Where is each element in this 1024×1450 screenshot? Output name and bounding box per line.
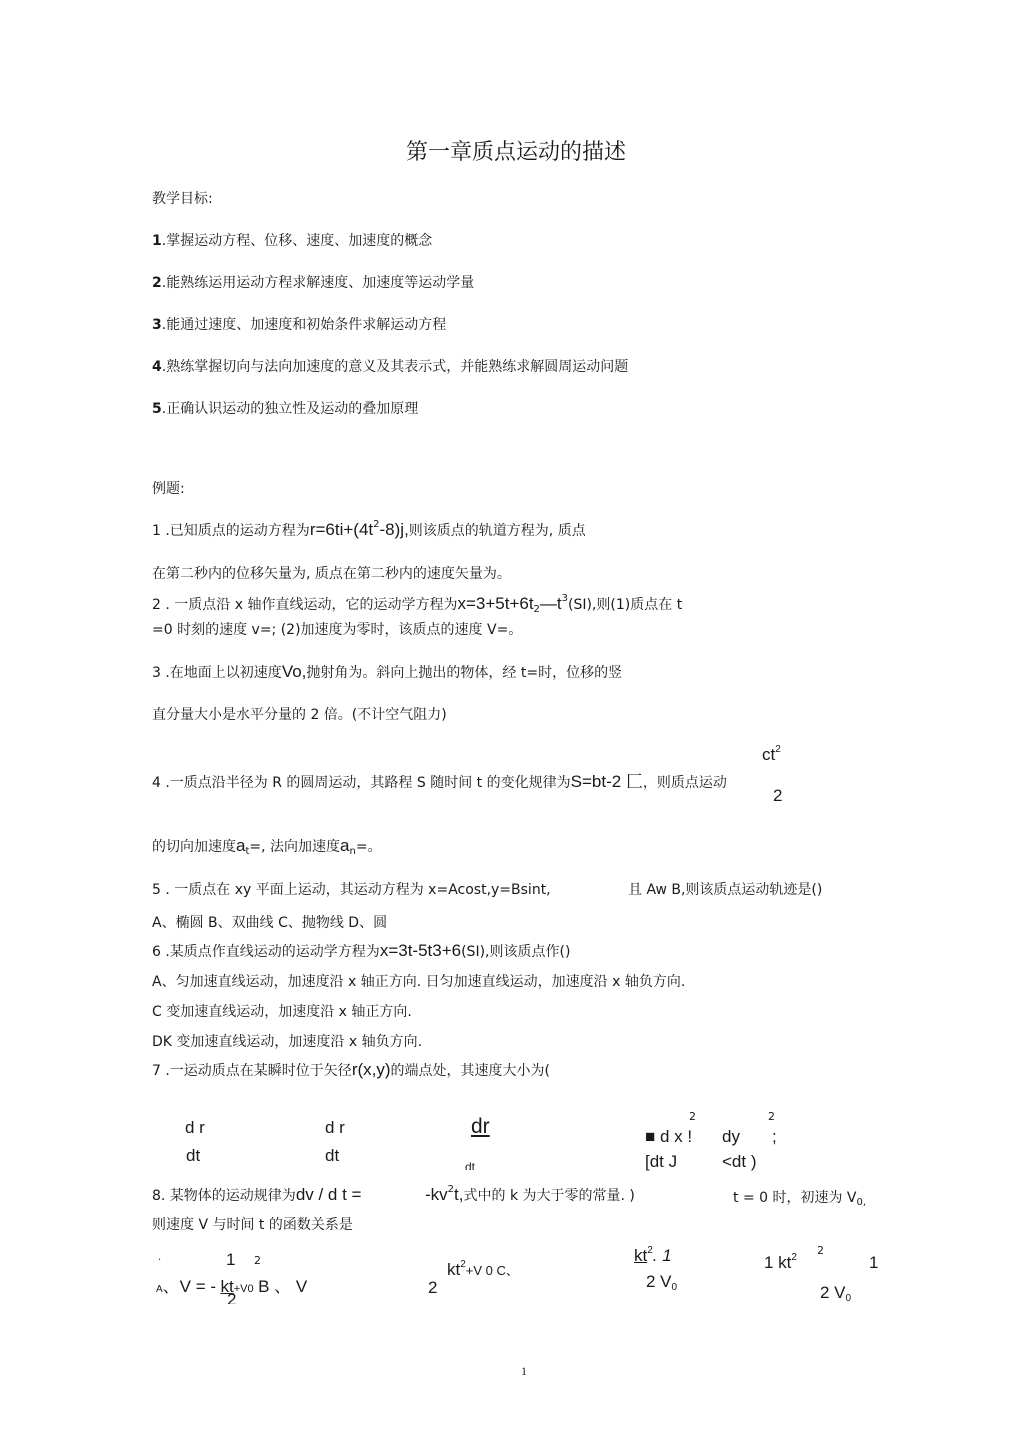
option-4-line-2b: <dt ) (722, 1152, 757, 1171)
option-4-line-2a: [dt J (645, 1152, 678, 1171)
option-3-numerator: dr (471, 1115, 490, 1138)
option-b: $kt^2+V$ 0 C、 (447, 1259, 519, 1279)
option-a: A、V = - kt+V0 B 、 V (156, 1277, 308, 1296)
question-2: 2 . 一质点沿 x 轴作直线运动，它的运动学方程为$x=3+5t+6t_2—t^3(SI)$,则(1)质点在 t (152, 593, 683, 615)
page-title: 第一章质点运动的描述 (406, 140, 627, 165)
objective-item: 5.正确认识运动的独立性及运动的叠加原理 (152, 401, 419, 417)
option-a-sup: 2 (254, 1254, 261, 1267)
objective-item: 1.掌握运动方程、位移、速度、加速度的概念 (152, 233, 433, 249)
question-1-line-2: 在第二秒内的位移矢量为, 质点在第二秒内的速度矢量为。 (152, 566, 511, 582)
option-4-line-1b: dy (722, 1127, 740, 1146)
page-number: 1 (521, 1364, 527, 1378)
question-3: 3 .在地面上以初速度Vo,抛射角为。斜向上抛出的物体，经 t=时，位移的竖 (152, 662, 623, 681)
option-2-numerator: d r (325, 1118, 345, 1137)
fraction-denominator: 2 (773, 786, 783, 805)
question-5-options: A、椭圆 B、双曲线 C、抛物线 D、圆 (152, 915, 388, 931)
question-8-tail: t = 0 时，初速为 $V_{0,}$ (733, 1190, 867, 1208)
objectives-heading: 教学目标: (152, 191, 213, 207)
question-6-option-d: DK 变加速直线运动，加速度沿 x 轴负方向. (152, 1034, 423, 1050)
question-8: 8. 某物体的运动规律为dv / d t = (152, 1185, 362, 1204)
option-4-sup: 2 (768, 1110, 775, 1123)
option-a-dot: . (158, 1252, 162, 1263)
question-5-tail: 且 Aw B,则该质点运动轨迹是() (628, 882, 823, 898)
option-a-numerator: 1 (226, 1250, 236, 1269)
question-6-option-a: A、匀加速直线运动，加速度沿 x 轴正方向. 日匀加速直线运动，加速度沿 x 轴负方向. (152, 974, 686, 990)
question-3-line-2: 直分量大小是水平分量的 2 倍。(不计空气阻力) (152, 707, 447, 723)
option-1-numerator: d r (185, 1118, 205, 1137)
question-8-line-2: 则速度 V 与时间 t 的函数关系是 (152, 1217, 353, 1233)
examples-heading: 例题: (152, 481, 185, 497)
option-c-denominator: 2 V0 (646, 1272, 678, 1293)
option-4-line-1c: ; (772, 1127, 777, 1146)
option-4-line-1a: ■ d x ! (645, 1127, 693, 1146)
option-1-denominator: dt (186, 1146, 201, 1165)
objective-item: 2.能熟练运用运动方程求解速度、加速度等运动学量 (152, 275, 475, 291)
option-d-sup: 2 (817, 1244, 824, 1257)
option-d-numerator: 1 $kt^2$ (764, 1252, 797, 1272)
question-2-line-2: =0 时刻的速度 v=; (2)加速度为零时，该质点的速度 V=。 (152, 622, 523, 638)
question-6-option-c: C 变加速直线运动，加速度沿 x 轴正方向. (152, 1004, 412, 1020)
option-4-sup: 2 (689, 1110, 696, 1123)
question-4-line-2: 的切向加速度$a_t=$, 法向加速度$a_n=$。 (152, 836, 382, 857)
option-b-two: 2 (428, 1278, 438, 1297)
question-7: 7 .一运动质点在某瞬时位于矢径r(x,y)的端点处，其速度大小为( (152, 1060, 550, 1079)
question-1: 1 .已知质点的运动方程为$r=6ti+(4t^2-8)j$,则该质点的轨道方程为, 质点 (152, 519, 586, 539)
option-d-denominator: 2 V0 (820, 1283, 852, 1304)
question-8-mid: $-kv^2t$,式中的 k 为大于零的常量. ) (425, 1184, 635, 1204)
option-a-denominator: 2 (227, 1290, 237, 1304)
option-c-numerator: $kt^2$. 1 (634, 1245, 672, 1265)
fraction-numerator: $ct^2$ (762, 744, 781, 764)
option-3-denominator: dt (465, 1160, 476, 1170)
objective-item: 4.熟练掌握切向与法向加速度的意义及其表示式，并能熟练求解圆周运动问题 (152, 359, 629, 375)
question-5: 5 . 一质点在 xy 平面上运动，其运动方程为 x=Acost,y=Bsint, (152, 882, 551, 898)
question-6: 6 .某质点作直线运动的运动学方程为x=3t-5t3+6(SI),则该质点作() (152, 941, 571, 960)
option-d-one: 1 (869, 1253, 879, 1272)
question-4: 4 .一质点沿半径为 R 的圆周运动，其路程 S 随时间 t 的变化规律为S=bt-2 匚，则质点运动 (152, 772, 727, 791)
objective-item: 3.能通过速度、加速度和初始条件求解运动方程 (152, 317, 447, 333)
option-2-denominator: dt (325, 1146, 340, 1165)
